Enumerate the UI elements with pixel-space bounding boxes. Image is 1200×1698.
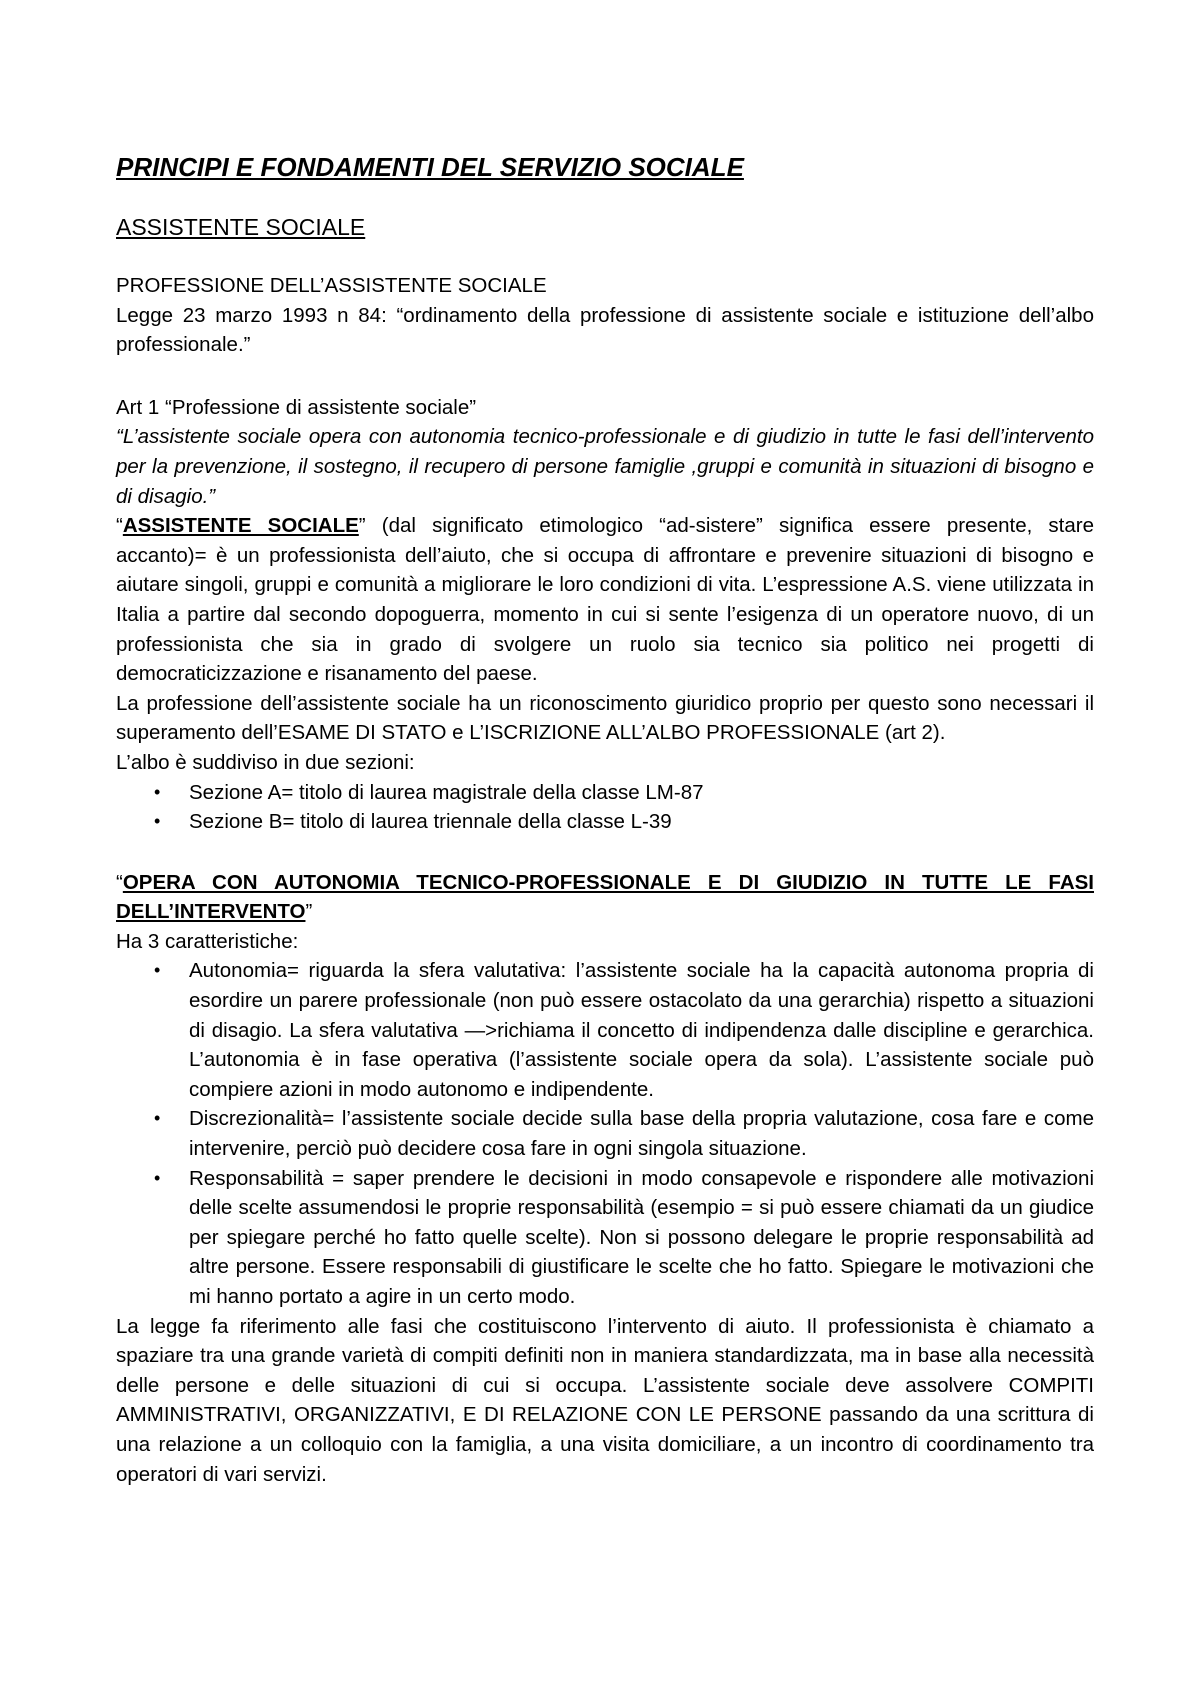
law-reference: Legge 23 marzo 1993 n 84: “ordinamento della professione di assistente sociale e istituzione dell’albo professionale.”: [116, 303, 1094, 357]
albo-sections-list: [116, 778, 1094, 837]
list-item-text: Responsabilità = saper prendere le decisioni in modo consapevole e rispondere alle motivazioni delle scelte assumendosi le proprie responsabilità (esempio = si può essere chiamati da un giudice per spiegare perché ho fatto quelle scelte). Non si possono delegare le proprie responsabilità ad altre persone. Essere responsabili di giustificare le scelte che ho fatto. Spiegare le motivazioni che mi hanno portato a agire in un certo modo.: [189, 1166, 1094, 1308]
list-item: [116, 956, 1094, 1104]
definition-text: ” (dal significato etimologico “ad-sistere” significa essere presente, stare accanto)= è un professionista dell’aiuto, che si occupa di affrontare e prevenire situazioni di bisogno e aiutare singoli, gruppi e comunità a migliorare le loro condizioni di vita. L’espressione A.S. viene utilizzata in Italia a partire dal secondo dopoguerra, momento in cui si sente l’esigenza di un operatore nuovo, di un professionista che sia in grado di svolgere un ruolo sia tecnico sia politico nei progetti di democraticizzazione e risanamento del paese.: [116, 514, 1094, 686]
bullet-icon: •: [154, 960, 161, 981]
definition-term: ASSISTENTE SOCIALE: [122, 514, 359, 538]
list-item: [116, 1104, 1094, 1163]
list-item-text: Discrezionalità= l’assistente sociale decide sulla base della propria valutazione, cosa fare e come intervenire, perciò può decidere cosa fare in ogni singola situazione.: [189, 1107, 1094, 1161]
list-item: [116, 1164, 1094, 1312]
list-item: [116, 807, 1094, 837]
bullet-icon: •: [154, 1167, 161, 1188]
document-subtitle: ASSISTENTE SOCIALE: [116, 214, 366, 240]
list-item: [116, 778, 1094, 808]
bullet-icon: •: [154, 781, 161, 802]
autonomy-close-quote: ”: [305, 900, 313, 924]
autonomy-heading: [116, 868, 1094, 927]
autonomy-open-quote: “: [116, 870, 123, 894]
closing-paragraph: La legge fa riferimento alle fasi che costituiscono l’intervento di aiuto. Il professionista è chiamato a spaziare tra una grande varietà di compiti definiti non in maniera standardizzata, ma in base alla necessità delle persone e delle situazioni di cui si occupa. L’assistente sociale deve assolvere COMPITI AMMINISTRATIVI, ORGANIZZATIVI, E DI RELAZIONE CON LE PERSONE passando da una scrittura di una relazione a un colloquio con la famiglia, a una visita domiciliare, a un incontro di coordinamento tra operatori di vari servizi.: [116, 1314, 1094, 1486]
albo-intro: L’albo è suddiviso in due sezioni:: [116, 750, 415, 774]
bullet-icon: •: [154, 811, 161, 832]
art1-heading: Art 1 “Professione di assistente sociale”: [116, 395, 477, 419]
document-title: PRINCIPI E FONDAMENTI DEL SERVIZIO SOCIALE: [116, 152, 744, 182]
list-item-text: Sezione A= titolo di laurea magistrale della classe LM-87: [189, 780, 704, 804]
list-item-text: Sezione B= titolo di laurea triennale della classe L-39: [189, 810, 672, 834]
autonomy-heading-text: OPERA CON AUTONOMIA TECNICO-PROFESSIONALE E DI GIUDIZIO IN TUTTE LE FASI DELL’INTERVENTO: [116, 870, 1094, 924]
bullet-icon: •: [154, 1108, 161, 1129]
recognition-paragraph: La professione dell’assistente sociale ha un riconoscimento giuridico proprio per questo sono necessari il superamento dell’ESAME DI STATO e L’ISCRIZIONE ALL’ALBO PROFESSIONALE (art 2).: [116, 691, 1094, 745]
section-heading-profession: PROFESSIONE DELL’ASSISTENTE SOCIALE: [116, 274, 547, 297]
document-page: [116, 150, 1094, 1489]
autonomy-intro: Ha 3 caratteristiche:: [116, 929, 299, 953]
list-item-text: Autonomia= riguarda la sfera valutativa: l’assistente sociale ha la capacità autonoma propria di esordire un parere professionale (non può essere ostacolato da una gerarchia) rispetto a situazioni di disagio. La sfera valutativa —>richiama il concetto di indipendenza dalle discipline e gerarchica. L’autonomia è in fase operativa (l’assistente sociale opera da sola). L’assistente sociale può compiere azioni in modo autonomo e indipendente.: [189, 959, 1094, 1101]
characteristics-list: [116, 956, 1094, 1311]
art1-quote: “L’assistente sociale opera con autonomia tecnico-professionale e di giudizio in tutte le fasi dell’intervento per la prevenzione, il sostegno, il recupero di persone famiglie ,gruppi e comunità in situazioni di bisogno e di disagio.”: [116, 425, 1094, 508]
definition-paragraph: [116, 511, 1094, 689]
definition-open-quote: “: [116, 514, 123, 538]
